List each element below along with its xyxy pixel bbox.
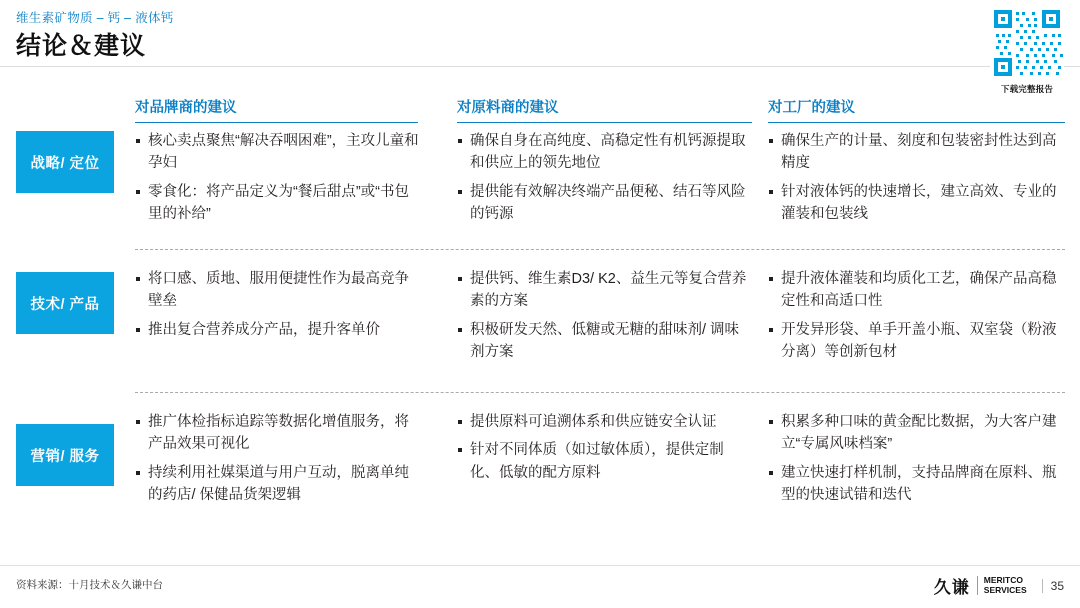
cell-strategy-supplier	[457, 130, 747, 232]
list-item: 确保生产的计量、刻度和包装密封性达到高精度	[768, 130, 1064, 175]
row-divider	[135, 249, 1065, 250]
brand-en-line2: SERVICES	[983, 584, 1027, 595]
source-note: 资料来源：十月技术＆久谦中台	[16, 579, 163, 591]
cell-technology-brand	[135, 268, 420, 347]
row-label-text: 技术/ 产品	[30, 296, 100, 313]
column-header-label: 对工厂的建议	[768, 100, 855, 116]
page-title: 结论＆建议	[16, 32, 147, 60]
qr-caption: 下载完整报告	[1000, 84, 1054, 94]
list-item: 建立快速打样机制，支持品牌商在原料、瓶型的快速试错和迭代	[768, 462, 1064, 507]
column-header-underline	[135, 122, 418, 124]
cell-strategy-brand	[135, 130, 420, 232]
qr-code-icon[interactable]	[990, 6, 1064, 80]
column-header-label: 对品牌商的建议	[135, 100, 237, 116]
breadcrumb: 维生素矿物质 – 钙 – 液体钙	[16, 11, 174, 25]
list-item: 积累多种口味的黄金配比数据，为大客户建立“专属风味档案”	[768, 411, 1064, 456]
list-item: 提升液体灌装和均质化工艺，确保产品高稳定性和高适口性	[768, 268, 1064, 313]
row-divider	[135, 392, 1065, 393]
list-item: 提供钙、维生素D3/ K2、益生元等复合营养素的方案	[457, 268, 747, 313]
qr-code-block[interactable]	[990, 6, 1064, 95]
column-header-supplier	[457, 96, 752, 123]
brand-name-en	[977, 576, 1027, 596]
list-item: 零食化：将产品定义为“餐后甜点”或“书包里的补给”	[135, 181, 420, 226]
cell-marketing-brand	[135, 411, 420, 513]
cell-strategy-factory	[768, 130, 1064, 232]
row-label-strategy	[16, 131, 114, 193]
list-item: 确保自身在高纯度、高稳定性有机钙源提取和供应上的领先地位	[457, 130, 747, 175]
row-label-technology	[16, 272, 114, 334]
cell-technology-factory	[768, 268, 1064, 370]
row-label-marketing	[16, 424, 114, 486]
brand-en-line1: MERITCO	[983, 574, 1023, 585]
row-label-text: 战略/ 定位	[30, 155, 100, 172]
cell-technology-supplier	[457, 268, 747, 370]
row-label-text: 营销/ 服务	[30, 448, 100, 465]
list-item: 将口感、质地、服用便捷性作为最高竞争壁垒	[135, 268, 420, 313]
brand-logo	[934, 573, 1064, 598]
column-header-brand	[135, 96, 418, 123]
list-item: 提供能有效解决终端产品便秘、结石等风险的钙源	[457, 181, 747, 226]
list-item: 针对液体钙的快速增长，建立高效、专业的灌装和包装线	[768, 181, 1064, 226]
cell-marketing-factory	[768, 411, 1064, 513]
list-item: 核心卖点聚焦“解决吞咽困难”，主攻儿童和孕妇	[135, 130, 420, 175]
cell-marketing-supplier	[457, 411, 747, 490]
list-item: 持续利用社媒渠道与用户互动，脱离单纯的药店/ 保健品货架逻辑	[135, 462, 420, 507]
page-number: 35	[1042, 579, 1064, 593]
column-header-underline	[768, 122, 1065, 124]
list-item: 推出复合营养成分产品，提升客单价	[135, 319, 420, 341]
list-item: 积极研发天然、低糖或无糖的甜味剂/ 调味剂方案	[457, 319, 747, 364]
list-item: 针对不同体质（如过敏体质），提供定制化、低敏的配方原料	[457, 439, 747, 484]
column-header-factory	[768, 96, 1065, 123]
brand-name-cn: 久谦	[933, 578, 970, 597]
title-divider	[0, 66, 1080, 67]
column-header-label: 对原料商的建议	[457, 100, 559, 116]
footer-divider	[0, 565, 1080, 566]
list-item: 开发异形袋、单手开盖小瓶、双室袋（粉液分离）等创新包材	[768, 319, 1064, 364]
column-header-underline	[457, 122, 752, 124]
list-item: 提供原料可追溯体系和供应链安全认证	[457, 411, 747, 433]
list-item: 推广体检指标追踪等数据化增值服务，将产品效果可视化	[135, 411, 420, 456]
